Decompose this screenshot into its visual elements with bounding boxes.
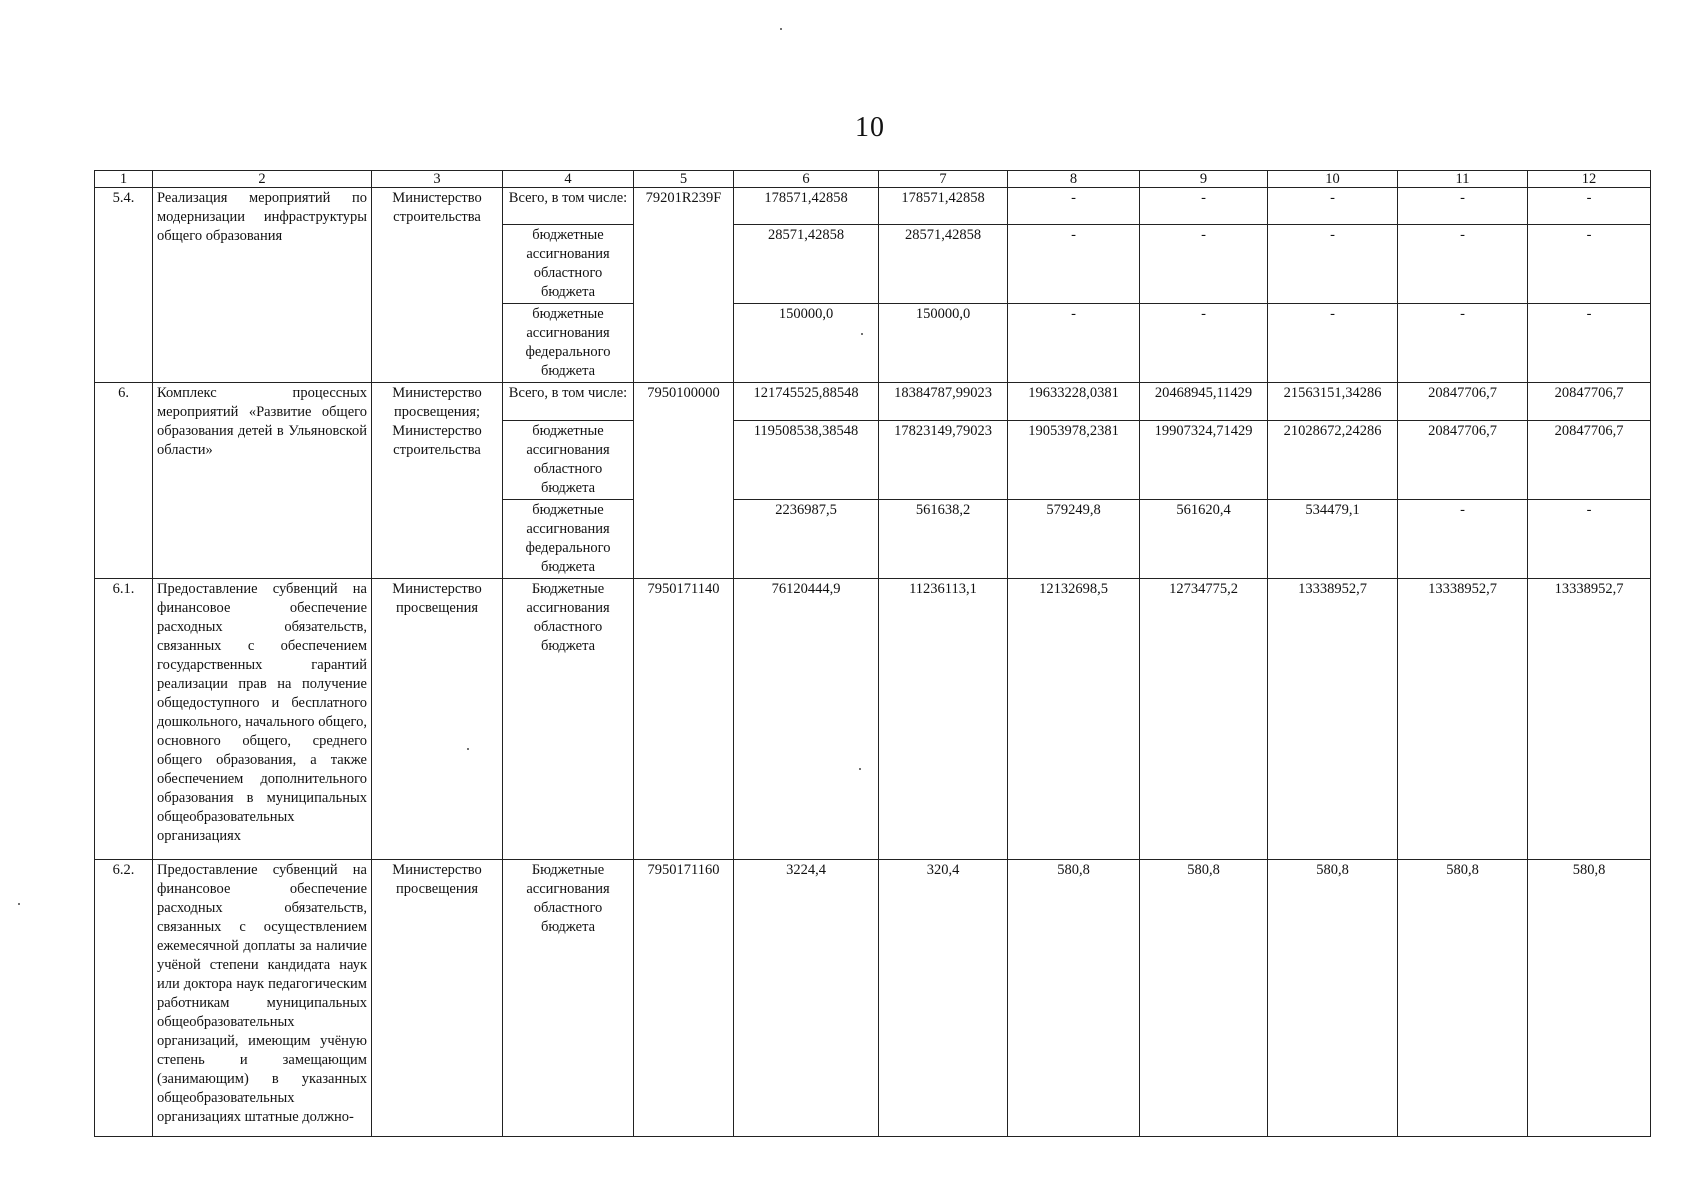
value-cell: 11236113,1 [879, 579, 1008, 860]
measure-name: Реализация мероприятий по модернизации инфраструктуры общего образования [153, 188, 372, 383]
row-number: 6.1. [95, 579, 153, 860]
value-cell: 121745525,88548 [734, 383, 879, 421]
executor: Министерство строительства [372, 188, 503, 383]
value-cell: - [1140, 225, 1268, 304]
column-number: 3 [372, 171, 503, 188]
column-number: 7 [879, 171, 1008, 188]
value-cell: 12132698,5 [1008, 579, 1140, 860]
value-cell: - [1268, 304, 1398, 383]
value-cell: - [1398, 500, 1528, 579]
column-number: 4 [503, 171, 634, 188]
funding-source: бюджетные ассигнования областного бюджета [503, 421, 634, 500]
scan-speck [780, 28, 782, 30]
value-cell: - [1528, 304, 1651, 383]
value-cell: 13338952,7 [1528, 579, 1651, 860]
value-cell: 119508538,38548 [734, 421, 879, 500]
value-cell: - [1528, 500, 1651, 579]
table-row [95, 383, 1651, 421]
value-cell: 76120444,9 [734, 579, 879, 860]
funding-source: бюджетные ассигнования федерального бюджета [503, 304, 634, 383]
value-cell: 13338952,7 [1268, 579, 1398, 860]
funding-source: Бюджетные ассигнования областного бюджета [503, 860, 634, 1137]
funding-source: Всего, в том числе: [503, 188, 634, 225]
column-number: 10 [1268, 171, 1398, 188]
column-number: 12 [1528, 171, 1651, 188]
value-cell: - [1140, 188, 1268, 225]
value-cell: 320,4 [879, 860, 1008, 1137]
value-cell: 21028672,24286 [1268, 421, 1398, 500]
executor: Министерство просвещения [372, 860, 503, 1137]
value-cell: - [1140, 304, 1268, 383]
page-number: 10 [855, 112, 885, 143]
budget-table [94, 170, 1651, 1137]
value-cell: - [1268, 188, 1398, 225]
value-cell: 3224,4 [734, 860, 879, 1137]
measure-name: Предоставление субвенций на финансовое обеспечение расходных обязательств, связанных с осуществлением ежемесячной доплаты за наличие учёной степени кандидата наук или доктора наук педагогическим работникам муниципальных общеобразовательных организаций, имеющим учёную степень и замещающим (занимающим) в указанных общеобразовательных организациях штатные должно- [153, 860, 372, 1137]
funding-source: бюджетные ассигнования областного бюджета [503, 225, 634, 304]
column-number: 9 [1140, 171, 1268, 188]
value-cell: - [1528, 225, 1651, 304]
value-cell: 561620,4 [1140, 500, 1268, 579]
executor: Министерство просвещения [372, 579, 503, 860]
column-number-row [95, 171, 1651, 188]
scan-speck [861, 333, 863, 335]
value-cell: - [1008, 304, 1140, 383]
table-row [95, 188, 1651, 225]
column-number: 11 [1398, 171, 1528, 188]
executor: Министерство просвещения; Министерство строительства [372, 383, 503, 579]
value-cell: - [1528, 188, 1651, 225]
row-number: 5.4. [95, 188, 153, 383]
column-number: 8 [1008, 171, 1140, 188]
value-cell: 18384787,99023 [879, 383, 1008, 421]
scan-speck [859, 768, 861, 770]
value-cell: 20468945,11429 [1140, 383, 1268, 421]
measure-name: Комплекс процессных мероприятий «Развитие общего образования детей в Ульяновской области» [153, 383, 372, 579]
budget-code: 7950100000 [634, 383, 734, 579]
row-number: 6.2. [95, 860, 153, 1137]
value-cell: 150000,0 [734, 304, 879, 383]
table-row [95, 860, 1651, 1137]
value-cell: 2236987,5 [734, 500, 879, 579]
budget-code: 79201R239F [634, 188, 734, 383]
value-cell: 13338952,7 [1398, 579, 1528, 860]
value-cell: 534479,1 [1268, 500, 1398, 579]
value-cell: - [1398, 304, 1528, 383]
value-cell: - [1008, 225, 1140, 304]
value-cell: 20847706,7 [1398, 383, 1528, 421]
value-cell: - [1398, 225, 1528, 304]
value-cell: - [1008, 188, 1140, 225]
budget-code: 7950171140 [634, 579, 734, 860]
column-number: 5 [634, 171, 734, 188]
value-cell: 580,8 [1008, 860, 1140, 1137]
value-cell: 579249,8 [1008, 500, 1140, 579]
budget-code: 7950171160 [634, 860, 734, 1137]
scan-speck [467, 748, 469, 750]
funding-source: Бюджетные ассигнования областного бюджета [503, 579, 634, 860]
funding-source: бюджетные ассигнования федерального бюджета [503, 500, 634, 579]
value-cell: 20847706,7 [1398, 421, 1528, 500]
value-cell: 17823149,79023 [879, 421, 1008, 500]
value-cell: 178571,42858 [879, 188, 1008, 225]
funding-source: Всего, в том числе: [503, 383, 634, 421]
column-number: 6 [734, 171, 879, 188]
row-number: 6. [95, 383, 153, 579]
value-cell: 580,8 [1140, 860, 1268, 1137]
value-cell: 20847706,7 [1528, 421, 1651, 500]
value-cell: 580,8 [1268, 860, 1398, 1137]
scan-speck [18, 903, 20, 905]
value-cell: 150000,0 [879, 304, 1008, 383]
measure-name: Предоставление субвенций на финансовое обеспечение расходных обязательств, связанных с обеспечением государственных гарантий реализации прав на получение общедоступного и бесплатного дошкольного, начального общего, основного общего, среднего общего образования, а также обеспечением дополнительного образования в муниципальных общеобразовательных организациях [153, 579, 372, 860]
table-row [95, 579, 1651, 860]
value-cell: 561638,2 [879, 500, 1008, 579]
value-cell: 19053978,2381 [1008, 421, 1140, 500]
value-cell: 21563151,34286 [1268, 383, 1398, 421]
value-cell: 580,8 [1398, 860, 1528, 1137]
value-cell: 20847706,7 [1528, 383, 1651, 421]
value-cell: 12734775,2 [1140, 579, 1268, 860]
value-cell: - [1398, 188, 1528, 225]
value-cell: 28571,42858 [879, 225, 1008, 304]
value-cell: 19907324,71429 [1140, 421, 1268, 500]
value-cell: 580,8 [1528, 860, 1651, 1137]
column-number: 1 [95, 171, 153, 188]
value-cell: 28571,42858 [734, 225, 879, 304]
column-number: 2 [153, 171, 372, 188]
value-cell: - [1268, 225, 1398, 304]
value-cell: 19633228,0381 [1008, 383, 1140, 421]
value-cell: 178571,42858 [734, 188, 879, 225]
